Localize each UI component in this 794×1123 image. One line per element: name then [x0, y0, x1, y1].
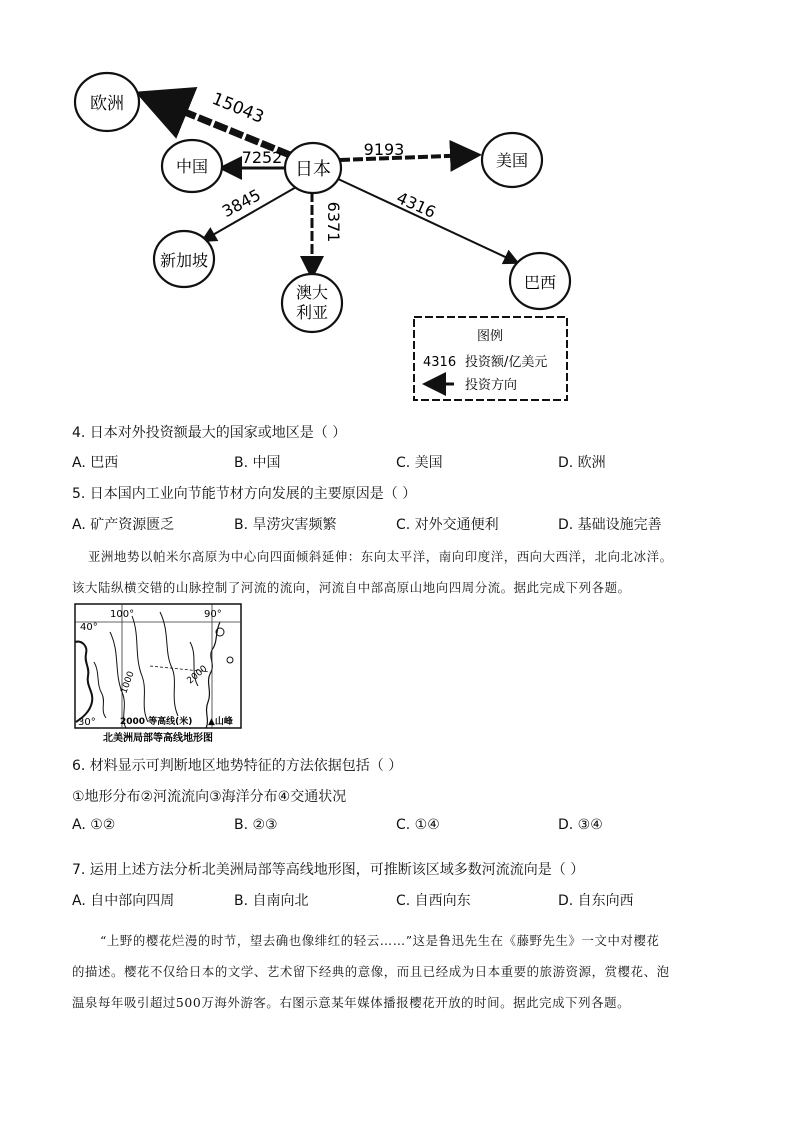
- q4-option-b[interactable]: B. 中国: [234, 455, 281, 471]
- value-singapore: 3845: [218, 185, 264, 222]
- q7-option-b[interactable]: B. 自南向北: [234, 893, 309, 909]
- svg-text:新加坡: 新加坡: [159, 251, 209, 270]
- arrow-to-usa: [340, 155, 474, 160]
- passage-1-line-1: 亚洲地势以帕米尔高原为中心向四面倾斜延伸：东向太平洋，南向印度洋，西向大西洋，北向北冰洋。: [88, 549, 673, 564]
- question-6-sub: ①地形分布②河流流向③海洋分布④交通状况: [72, 789, 347, 805]
- value-brazil: 4316: [393, 188, 439, 222]
- node-europe: [75, 73, 139, 131]
- map-caption: 北美洲局部等高线地形图: [103, 733, 213, 744]
- investment-diagram: [0, 0, 794, 410]
- svg-text:欧洲: 欧洲: [90, 94, 124, 114]
- q7-option-c[interactable]: C. 自西向东: [396, 893, 471, 909]
- svg-text:投资方向: 投资方向: [465, 378, 518, 393]
- q4-option-c[interactable]: C. 美国: [396, 455, 443, 471]
- node-china: [162, 140, 222, 192]
- contour-map: [70, 602, 246, 744]
- passage-2-line-2: 的描述。樱花不仅给日本的文学、艺术留下经典的意像，而且已经成为日本重要的旅游资源，赏樱花、泡: [72, 964, 670, 979]
- passage-1-line-2: 该大陆纵横交错的山脉控制了河流的流向，河流自中部高原山地向四周分流。据此完成下列各题。: [72, 580, 631, 595]
- q5-option-a[interactable]: A. 矿产资源匮乏: [72, 517, 175, 533]
- q5-option-b[interactable]: B. 旱涝灾害频繁: [234, 517, 337, 533]
- value-usa: 9193: [363, 140, 405, 159]
- node-brazil: [510, 253, 570, 309]
- svg-text:利亚: 利亚: [295, 303, 329, 322]
- svg-text:中国: 中国: [175, 157, 209, 176]
- map-contour-2000: 2000: [185, 663, 210, 687]
- map-lat-30: 30°: [78, 717, 96, 728]
- arrow-to-brazil: [336, 178, 516, 262]
- question-6-stem: 6. 材料显示可判断地区地势特征的方法依据包括（ ）: [72, 758, 403, 774]
- map-lon-100: 100°: [110, 609, 135, 620]
- q4-option-a[interactable]: A. 巴西: [72, 455, 119, 471]
- q5-option-d[interactable]: D. 基础设施完善: [558, 517, 662, 533]
- legend: [414, 317, 567, 400]
- svg-text:图例: 图例: [476, 329, 504, 344]
- svg-text:澳大: 澳大: [295, 283, 329, 302]
- q5-option-c[interactable]: C. 对外交通便利: [396, 517, 499, 533]
- value-europe: 15043: [209, 88, 267, 128]
- question-7-stem: 7. 运用上述方法分析北美洲局部等高线地形图，可推断该区域多数河流流向是（ ）: [72, 862, 585, 878]
- q4-option-d[interactable]: D. 欧洲: [558, 455, 606, 471]
- value-china: 7252: [241, 148, 283, 167]
- map-lon-90: 90°: [204, 609, 222, 620]
- map-legend-contour: 2000 等高线(米): [120, 717, 193, 727]
- q6-option-a[interactable]: A. ①②: [72, 817, 116, 833]
- map-contour-1000: 1000: [119, 670, 137, 696]
- q7-option-d[interactable]: D. 自东向西: [558, 893, 634, 909]
- svg-text:巴西: 巴西: [523, 273, 557, 292]
- svg-text:美国: 美国: [495, 151, 529, 170]
- q6-option-c[interactable]: C. ①④: [396, 817, 440, 833]
- node-usa: [482, 133, 542, 187]
- q6-option-b[interactable]: B. ②③: [234, 817, 278, 833]
- passage-2-line-1: “上野的樱花烂漫的时节，望去确也像绯红的轻云……”这是鲁迅先生在《藤野先生》一文中对樱花: [100, 933, 660, 948]
- map-lat-40: 40°: [80, 622, 98, 633]
- question-5-stem: 5. 日本国内工业向节能节材方向发展的主要原因是（ ）: [72, 486, 417, 502]
- svg-text:日本: 日本: [295, 159, 331, 180]
- node-japan: [285, 143, 341, 193]
- svg-text:4316: 4316: [423, 355, 457, 370]
- node-singapore: [154, 231, 214, 287]
- value-australia: 6371: [324, 201, 343, 243]
- q6-option-d[interactable]: D. ③④: [558, 817, 603, 833]
- q7-option-a[interactable]: A. 自中部向四周: [72, 893, 175, 909]
- question-4-stem: 4. 日本对外投资额最大的国家或地区是（ ）: [72, 425, 347, 441]
- node-australia: [282, 274, 342, 332]
- svg-text:投资额/亿美元: 投资额/亿美元: [465, 355, 548, 370]
- map-legend-peak: ▲山峰: [208, 717, 233, 727]
- passage-2-line-3: 温泉每年吸引超过500万海外游客。右图示意某年媒体播报樱花开放的时间。据此完成下列各题。: [72, 995, 631, 1010]
